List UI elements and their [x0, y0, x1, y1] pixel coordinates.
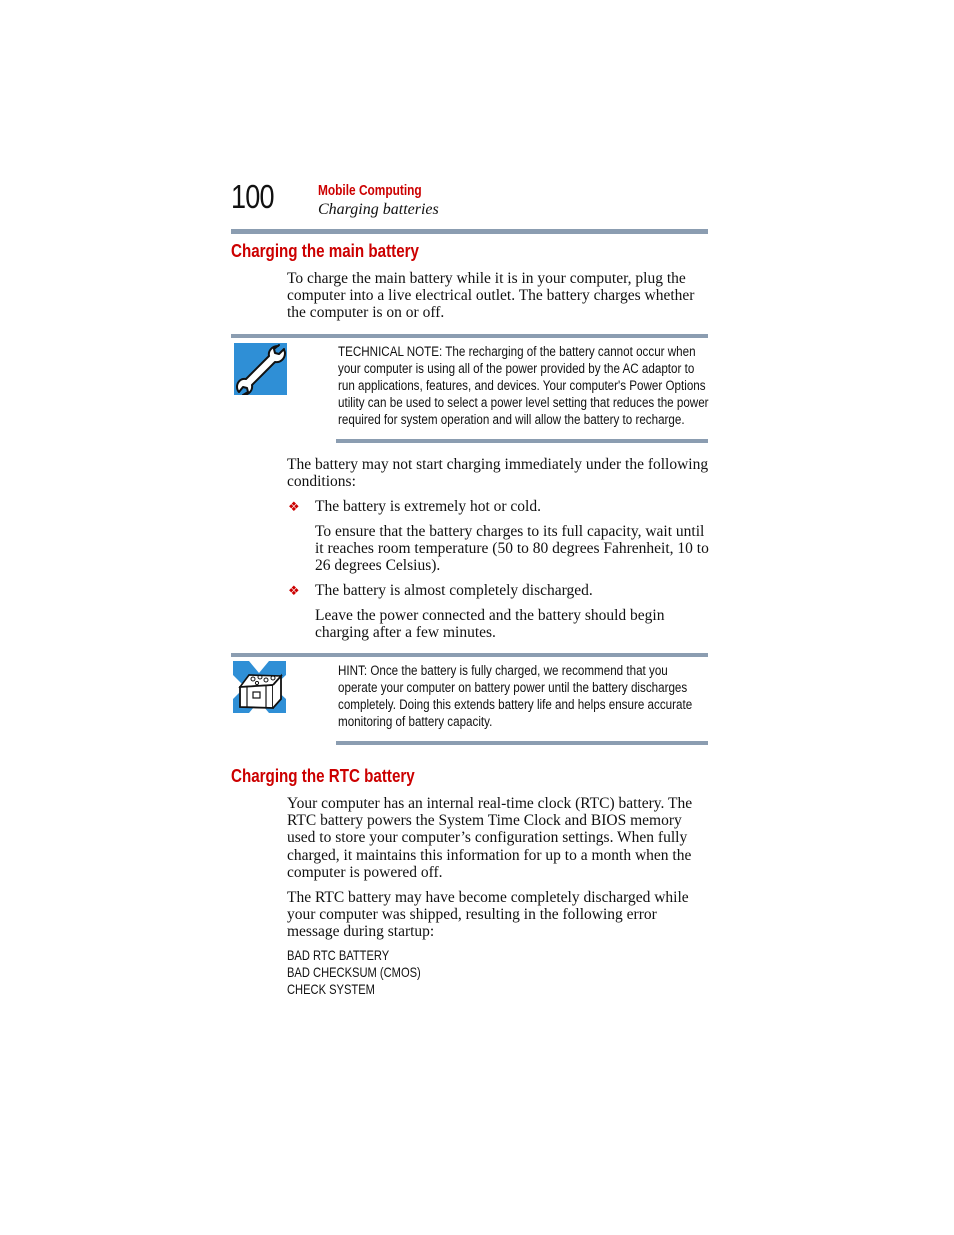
text-line: Your computer has an internal real-time clock (RTC) battery. The	[287, 795, 693, 812]
text-line: The RTC battery may have become completely discharged while	[287, 889, 689, 906]
text-line: Leave the power connected and the battery should begin	[315, 607, 665, 624]
page-number: 100	[231, 178, 274, 215]
bullet-detail	[315, 607, 725, 641]
text-line: operate your computer on battery power until the battery discharges	[338, 680, 688, 696]
tech-note	[338, 344, 790, 429]
rtc-paragraph-2	[287, 889, 717, 941]
bullet-text: The battery is almost completely discharged.	[315, 582, 593, 599]
text-line: 26 degrees Celsius).	[315, 557, 441, 575]
text-line: To ensure that the battery charges to its full capacity, wait until	[315, 523, 705, 540]
text-line: To charge the main battery while it is in your computer, plug the	[287, 270, 686, 287]
text-line: computer into a live electrical outlet. The battery charges whether	[287, 287, 695, 305]
error-line: BAD CHECKSUM (CMOS)	[287, 965, 421, 980]
hint-bottom-rule	[336, 741, 708, 745]
text-line: your computer was shipped, resulting in the following error	[287, 906, 657, 924]
text-line: message during startup:	[287, 923, 435, 941]
text-line: monitoring of battery capacity.	[338, 714, 493, 730]
text-line: completely. Doing this extends battery life and helps ensure accurate	[338, 697, 693, 713]
text-line: HINT: Once the battery is fully charged, we recommend that you	[338, 663, 668, 679]
treasure-chest-icon	[233, 661, 286, 713]
text-line: required for system operation and will allow the battery to recharge.	[338, 412, 685, 428]
bullet-icon: ❖	[288, 499, 300, 514]
heading-main-battery: Charging the main battery	[231, 240, 419, 261]
error-line: CHECK SYSTEM	[287, 982, 375, 997]
hint-note	[338, 663, 770, 731]
text-line: computer is powered off.	[287, 863, 443, 881]
text-line: used to store your computer’s configuration settings. When fully	[287, 829, 688, 847]
text-line: RTC battery powers the System Time Clock and BIOS memory	[287, 812, 682, 830]
text-line: your computer is using all of the power provided by the AC adaptor to	[338, 361, 695, 377]
bullet-icon: ❖	[288, 583, 300, 598]
note-top-rule	[231, 334, 708, 338]
section-title: Charging batteries	[318, 201, 439, 218]
wrench-icon	[234, 343, 287, 395]
chapter-title: Mobile Computing	[318, 183, 422, 199]
hint-top-rule	[231, 653, 708, 657]
error-message	[287, 947, 450, 998]
main-battery-intro	[287, 270, 717, 322]
error-line: BAD RTC BATTERY	[287, 948, 390, 963]
text-line: run applications, features, and devices. Your computer's Power Options	[338, 378, 706, 394]
text-line: conditions:	[287, 473, 356, 491]
bullet-detail	[315, 523, 725, 575]
text-line: The battery may not start charging immediately under the following	[287, 456, 709, 473]
rtc-paragraph-1	[287, 795, 717, 881]
text-line: charging after a few minutes.	[315, 624, 496, 642]
text-line: charged, it maintains this information for up to a month when the	[287, 846, 692, 864]
text-line: it reaches room temperature (50 to 80 degrees Fahrenheit, 10 to	[315, 540, 709, 558]
text-line: utility can be used to select a power level setting that reduces the power	[338, 395, 709, 411]
note-bottom-rule	[336, 439, 708, 443]
header-rule	[231, 229, 708, 234]
text-line: the computer is on or off.	[287, 304, 445, 322]
bullet-text: The battery is extremely hot or cold.	[315, 498, 541, 515]
conditions-intro	[287, 456, 717, 490]
text-line: TECHNICAL NOTE: The recharging of the battery cannot occur when	[338, 344, 696, 360]
heading-rtc-battery: Charging the RTC battery	[231, 765, 415, 786]
